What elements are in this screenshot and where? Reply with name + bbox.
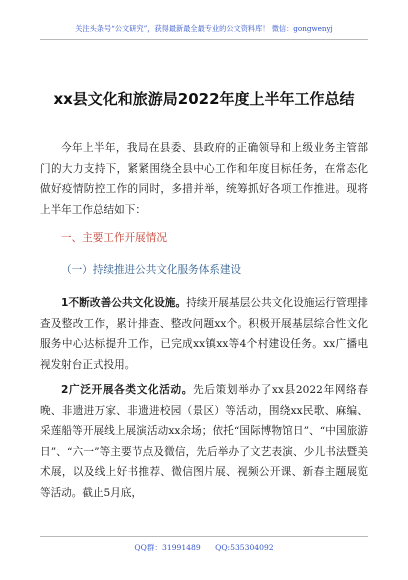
footer-qq: QQ:535304092	[215, 543, 274, 552]
item-2-lead: 2广泛开展各类文化活动。	[61, 384, 194, 396]
item-1-body: 持续开展基层公共文化设施运行管理排查及整改工作，累计排查、整改问题xx个。积极开展基层综合性文化服务中心达标提升工作，已完成xx镇xx等4个村建设任务。xx广播电视发射台正式投用。	[40, 297, 368, 371]
item-2-body: 先后策划举办了xx县2022年网络春晚、非遗进万家、非遗进校园（景区）等活动，围绕xx民歌、麻编、采莲船等开展线上展演活动xx余场；依托“国际博物馆日”、“中国旅游日”、“六一”等主要节点及微信，先后举办了文艺表演、少儿书法暨美术展，以及线上好书推荐、微信图片展、视频公开课、新春主题展览等活动。截止5月底，	[40, 384, 368, 499]
section-heading: 一、主要工作开展情况	[61, 232, 167, 244]
item-1-lead: 1不断改善公共文化设施。	[61, 297, 187, 309]
subsection-heading: （一）持续推进公共文化服务体系建设	[61, 264, 242, 276]
footer-qq-group: QQ群：31991489	[134, 543, 201, 552]
item-2-paragraph	[40, 380, 368, 503]
document-title: xx县文化和旅游局2022年度上半年工作总结	[53, 90, 355, 108]
intro-paragraph: 今年上半年，我局在县委、县政府的正确领导和上级业务主管部门的大力支持下，紧紧围绕全县中心工作和年度目标任务，在常态化做好疫情防控工作的同时，多措并举，统筹抓好各项工作推进。现将上半年工作总结如下：	[40, 142, 368, 216]
item-1-paragraph	[40, 293, 368, 375]
page-footer	[40, 536, 368, 553]
page-header-banner: 关注头条号“公文研究”，获得最新最全最专业的公文资料库！ 微信：gongwenyj	[40, 24, 368, 40]
